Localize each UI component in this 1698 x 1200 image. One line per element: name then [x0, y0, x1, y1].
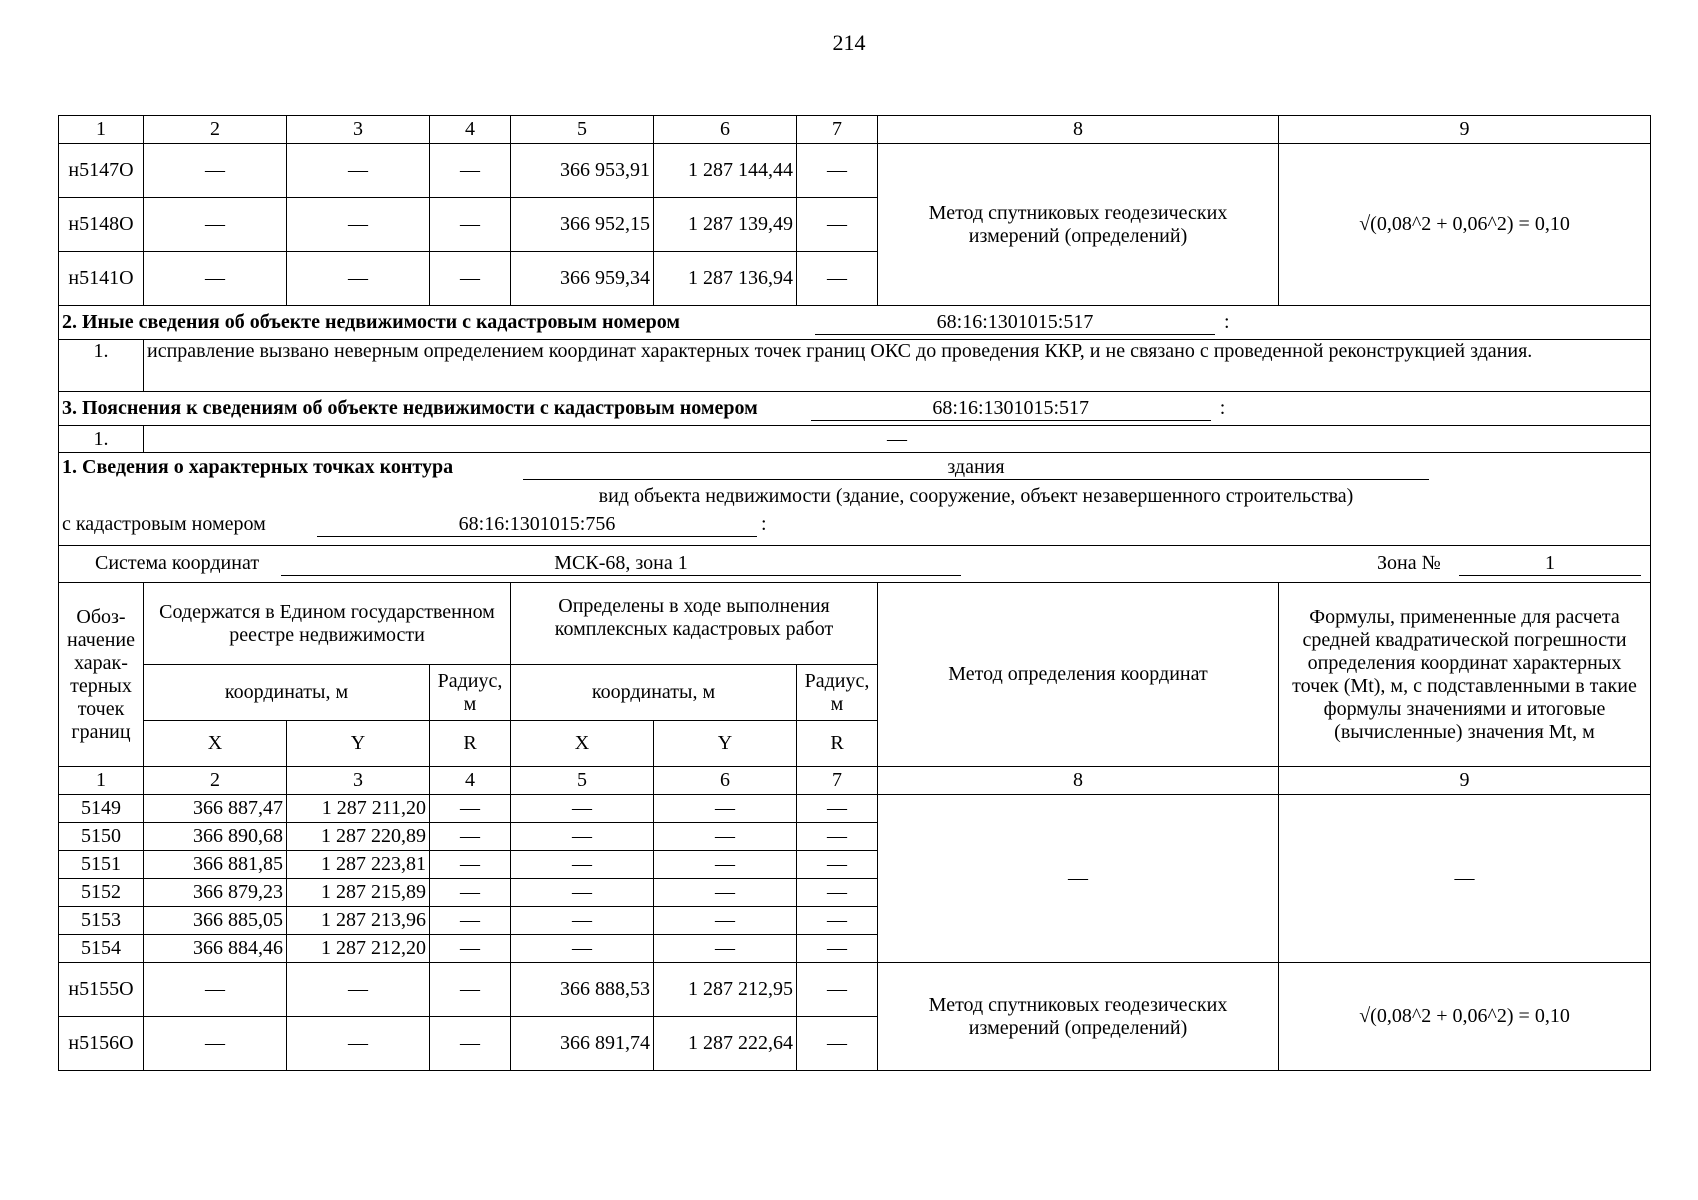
x-egrn: 366 881,85 — [144, 851, 287, 879]
coordinates-table — [58, 115, 1651, 1071]
x-egrn: 366 879,23 — [144, 879, 287, 907]
col-num: 1 — [59, 767, 144, 795]
point-id: н5156О — [59, 1017, 144, 1071]
x-egrn: — — [144, 144, 287, 198]
header-row-1 — [59, 583, 1651, 665]
y-egrn: 1 287 220,89 — [287, 823, 430, 851]
method-cell: — — [878, 795, 1279, 963]
y-egrn: 1 287 211,20 — [287, 795, 430, 823]
header-coords-kkr: координаты, м — [511, 665, 797, 721]
coord-system-value: МСК-68, зона 1 — [281, 552, 961, 576]
y-kkr: 1 287 136,94 — [654, 252, 797, 306]
header-y-kkr: Y — [654, 721, 797, 767]
y-kkr: — — [654, 907, 797, 935]
y-egrn: 1 287 223,81 — [287, 851, 430, 879]
section1b-title: 1. Сведения о характерных точках контура — [62, 456, 454, 478]
x-egrn: 366 890,68 — [144, 823, 287, 851]
col-num: 8 — [878, 116, 1279, 144]
r-egrn: — — [430, 879, 511, 907]
x-kkr: — — [511, 795, 654, 823]
y-egrn: 1 287 212,20 — [287, 935, 430, 963]
y-egrn: 1 287 213,96 — [287, 907, 430, 935]
header-point-designation: Обоз-начение харак-терных точек границ — [59, 583, 144, 767]
table-row — [59, 144, 1651, 198]
y-kkr: — — [654, 851, 797, 879]
r-kkr: — — [797, 851, 878, 879]
y-egrn: — — [287, 1017, 430, 1071]
r-egrn: — — [430, 963, 511, 1017]
section2-item-row — [59, 340, 1651, 392]
y-egrn: — — [287, 963, 430, 1017]
point-id: 5151 — [59, 851, 144, 879]
section3-cadastral: 68:16:1301015:517 — [811, 397, 1211, 421]
method-cell: Метод спутниковых геодезических измерений (определений) — [878, 963, 1279, 1071]
point-id: 5152 — [59, 879, 144, 907]
col-num: 2 — [144, 116, 287, 144]
section2-item-text: исправление вызвано неверным определением координат характерных точек границ ОКС до проведения ККР, и не связано с проведенной реконструкцией здания. — [144, 340, 1651, 392]
column-numbers-row — [59, 767, 1651, 795]
section2-colon: : — [1224, 310, 1230, 333]
y-kkr: — — [654, 879, 797, 907]
x-egrn: — — [144, 252, 287, 306]
y-kkr: 1 287 139,49 — [654, 198, 797, 252]
x-kkr: — — [511, 935, 654, 963]
y-egrn: — — [287, 198, 430, 252]
r-kkr: — — [797, 144, 878, 198]
r-egrn: — — [430, 823, 511, 851]
section3-item-num: 1. — [59, 426, 144, 453]
table-row — [59, 795, 1651, 823]
y-kkr: — — [654, 935, 797, 963]
header-x-kkr: X — [511, 721, 654, 767]
point-id: н5148О — [59, 198, 144, 252]
x-kkr: — — [511, 851, 654, 879]
point-id: 5149 — [59, 795, 144, 823]
header-r-kkr: R — [797, 721, 878, 767]
col-num: 8 — [878, 767, 1279, 795]
method-cell: Метод спутниковых геодезических измерений (определений) — [878, 144, 1279, 306]
formula-cell: √(0,08^2 + 0,06^2) = 0,10 — [1279, 963, 1651, 1071]
header-coords-egrn: координаты, м — [144, 665, 430, 721]
y-egrn: — — [287, 144, 430, 198]
page-number: 214 — [832, 30, 866, 55]
r-egrn: — — [430, 851, 511, 879]
x-kkr: 366 891,74 — [511, 1017, 654, 1071]
header-x-egrn: X — [144, 721, 287, 767]
y-egrn: — — [287, 252, 430, 306]
header-radius-kkr: Радиус, м — [797, 665, 878, 721]
formula-cell: — — [1279, 795, 1651, 963]
section1b-header — [59, 453, 1651, 546]
point-id: 5153 — [59, 907, 144, 935]
col-num: 9 — [1279, 767, 1651, 795]
section2-cadastral: 68:16:1301015:517 — [815, 311, 1215, 335]
col-num: 1 — [59, 116, 144, 144]
object-type-hint: вид объекта недвижимости (здание, сооружение, объект незавершенного строительства) — [598, 485, 1354, 507]
col-num: 7 — [797, 116, 878, 144]
section1b-colon: : — [761, 513, 767, 535]
x-egrn: — — [144, 963, 287, 1017]
section2-header — [59, 306, 1651, 340]
header-kkr: Определены в ходе выполнения комплексных кадастровых работ — [511, 583, 878, 665]
col-num: 3 — [287, 116, 430, 144]
x-egrn: 366 884,46 — [144, 935, 287, 963]
header-formula: Формулы, примененные для расчета средней квадратической погрешности определения координат характерных точек (Mt), м, с подставленными в такие формулы значениями и итоговые (вычисленные) значения Mt, м — [1279, 583, 1651, 767]
y-kkr: — — [654, 823, 797, 851]
point-id: н5155О — [59, 963, 144, 1017]
section1b-cadastral: 68:16:1301015:756 — [317, 513, 757, 537]
x-kkr: — — [511, 907, 654, 935]
x-egrn: — — [144, 1017, 287, 1071]
section3-item-row — [59, 426, 1651, 453]
x-kkr: 366 959,34 — [511, 252, 654, 306]
y-kkr: 1 287 222,64 — [654, 1017, 797, 1071]
col-num: 6 — [654, 116, 797, 144]
column-numbers-row — [59, 116, 1651, 144]
r-kkr: — — [797, 795, 878, 823]
header-radius-egrn: Радиус, м — [430, 665, 511, 721]
col-num: 9 — [1279, 116, 1651, 144]
header-egrn: Содержатся в Едином государственном реестре недвижимости — [144, 583, 511, 665]
y-kkr: 1 287 144,44 — [654, 144, 797, 198]
header-method: Метод определения координат — [878, 583, 1279, 767]
col-num: 2 — [144, 767, 287, 795]
x-kkr: — — [511, 879, 654, 907]
r-kkr: — — [797, 823, 878, 851]
header-r-egrn: R — [430, 721, 511, 767]
x-kkr: 366 952,15 — [511, 198, 654, 252]
object-type: здания — [523, 456, 1429, 480]
col-num: 3 — [287, 767, 430, 795]
r-kkr: — — [797, 879, 878, 907]
header-y-egrn: Y — [287, 721, 430, 767]
r-egrn: — — [430, 907, 511, 935]
col-num: 6 — [654, 767, 797, 795]
section3-header — [59, 392, 1651, 426]
r-kkr: — — [797, 198, 878, 252]
x-kkr: 366 953,91 — [511, 144, 654, 198]
section3-item-text: — — [144, 426, 1651, 453]
r-kkr: — — [797, 1017, 878, 1071]
col-num: 5 — [511, 767, 654, 795]
coord-system-label: Система координат — [95, 552, 260, 574]
point-id: 5154 — [59, 935, 144, 963]
section2-item-num: 1. — [59, 340, 144, 392]
r-egrn: — — [430, 198, 511, 252]
table-row — [59, 963, 1651, 1017]
coord-system-row — [59, 546, 1651, 583]
r-kkr: — — [797, 963, 878, 1017]
x-kkr: 366 888,53 — [511, 963, 654, 1017]
r-egrn: — — [430, 252, 511, 306]
point-id: н5147О — [59, 144, 144, 198]
section3-title: 3. Пояснения к сведениям об объекте недвижимости с кадастровым номером — [62, 396, 758, 419]
r-kkr: — — [797, 907, 878, 935]
col-num: 7 — [797, 767, 878, 795]
y-kkr: 1 287 212,95 — [654, 963, 797, 1017]
r-kkr: — — [797, 252, 878, 306]
section2-title: 2. Иные сведения об объекте недвижимости с кадастровым номером — [62, 310, 681, 333]
col-num: 5 — [511, 116, 654, 144]
section3-colon: : — [1219, 396, 1226, 419]
cadastral-label: с кадастровым номером — [62, 513, 266, 535]
x-egrn: 366 885,05 — [144, 907, 287, 935]
point-id: н5141О — [59, 252, 144, 306]
point-id: 5150 — [59, 823, 144, 851]
x-egrn: 366 887,47 — [144, 795, 287, 823]
r-egrn: — — [430, 144, 511, 198]
x-egrn: — — [144, 198, 287, 252]
y-kkr: — — [654, 795, 797, 823]
x-kkr: — — [511, 823, 654, 851]
formula-cell: √(0,08^2 + 0,06^2) = 0,10 — [1279, 144, 1651, 306]
r-egrn: — — [430, 935, 511, 963]
r-egrn: — — [430, 1017, 511, 1071]
y-egrn: 1 287 215,89 — [287, 879, 430, 907]
col-num: 4 — [430, 116, 511, 144]
r-egrn: — — [430, 795, 511, 823]
col-num: 4 — [430, 767, 511, 795]
r-kkr: — — [797, 935, 878, 963]
zone-label: Зона № — [1377, 552, 1441, 574]
zone-value: 1 — [1459, 552, 1641, 576]
